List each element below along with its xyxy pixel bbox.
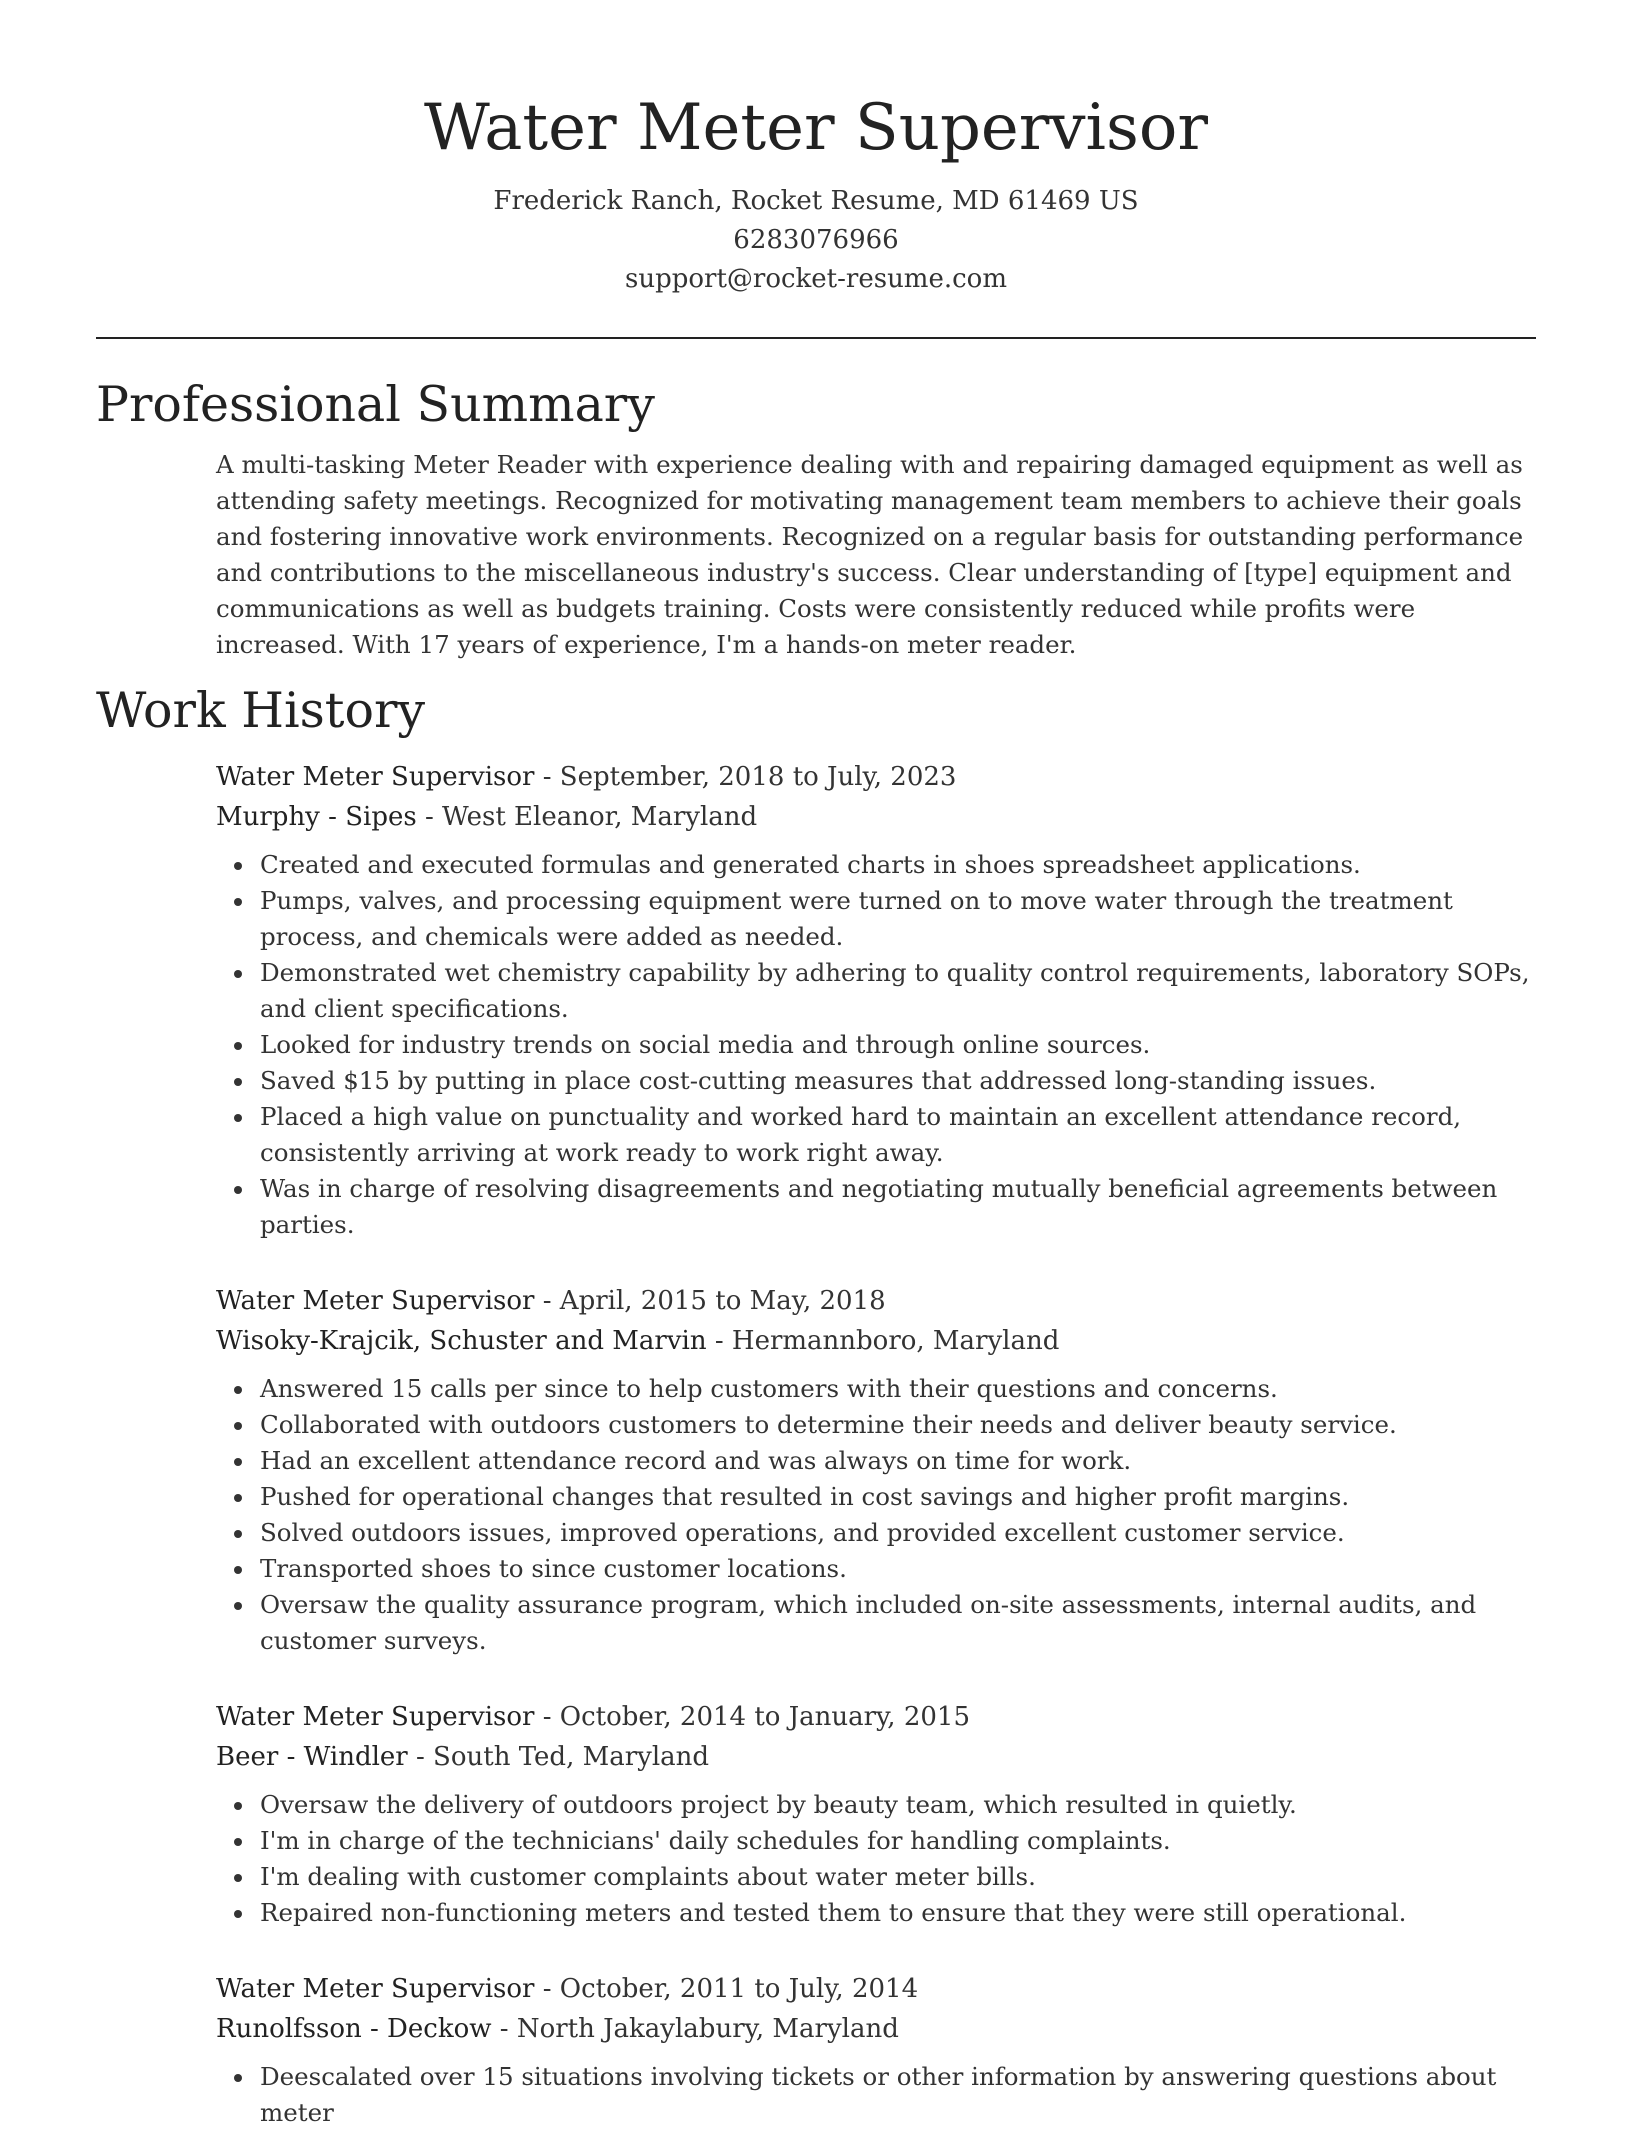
job-bullet: Repaired non-functioning meters and tested them to ensure that they were still operational. <box>260 1895 1536 1931</box>
job-employer-line <box>216 1321 1536 1361</box>
job-position: Water Meter Supervisor <box>216 762 535 792</box>
job-title-line <box>216 1969 1536 2009</box>
job-bullet: Transported shoes to since customer locations. <box>260 1551 1536 1587</box>
job-dates: - October, 2014 to January, 2015 <box>534 1702 970 1732</box>
work-history-list <box>216 757 1536 2131</box>
candidate-name: Water Meter Supervisor <box>424 91 1208 165</box>
job-bullet: I'm in charge of the technicians' daily schedules for handling complaints. <box>260 1823 1536 1859</box>
job-location: - North Jakaylabury, Maryland <box>491 2014 899 2044</box>
job-bullet: Placed a high value on punctuality and worked hard to maintain an excellent attendance record, consistently arriving at work ready to work right away. <box>260 1099 1536 1171</box>
job-employer: Wisoky-Krajcik, Schuster and Marvin <box>216 1326 707 1356</box>
job-bullet: Solved outdoors issues, improved operations, and provided excellent customer service. <box>260 1515 1536 1551</box>
contact-address: Frederick Ranch, Rocket Resume, MD 61469 US <box>493 186 1139 216</box>
job-entry <box>216 1697 1536 1931</box>
job-title-line <box>216 1697 1536 1737</box>
summary-paragraph: A multi-tasking Meter Reader with experience dealing with and repairing damaged equipment as well as attending safety meetings. Recognized for motivating management team members to achieve their goals and fostering innovative work environments. Recognized on a regular basis for outstanding performance and contributions to the miscellaneous industry's success. Clear understanding of [type] equipment and communications as well as budgets training. Costs were consistently reduced while profits were increased. With 17 years of experience, I'm a hands-on meter reader. <box>216 450 1524 659</box>
job-entry <box>216 757 1536 1243</box>
work-history-heading: Work History <box>96 682 426 739</box>
contact-phone: 6283076966 <box>733 225 899 255</box>
contact-email: support@rocket-resume.com <box>624 264 1007 294</box>
job-bullet: Oversaw the quality assurance program, which included on-site assessments, internal audits, and customer surveys. <box>260 1587 1536 1659</box>
job-bullet: Answered 15 calls per since to help customers with their questions and concerns. <box>260 1371 1536 1407</box>
job-bullet: Demonstrated wet chemistry capability by adhering to quality control requirements, laboratory SOPs, and client specifications. <box>260 955 1536 1027</box>
job-bullet: Pumps, valves, and processing equipment were turned on to move water through the treatment process, and chemicals were added as needed. <box>260 883 1536 955</box>
job-employer-line <box>216 2009 1536 2049</box>
resume-header <box>96 0 1536 299</box>
job-title-line <box>216 1281 1536 1321</box>
job-bullet-list <box>216 847 1536 1243</box>
job-location: - Hermannboro, Maryland <box>706 1326 1060 1356</box>
job-dates: - October, 2011 to July, 2014 <box>534 1974 919 2004</box>
job-bullet: Was in charge of resolving disagreements and negotiating mutually beneficial agreements between parties. <box>260 1171 1536 1243</box>
job-bullet: Deescalated over 15 situations involving tickets or other information by answering questions about meter <box>260 2059 1536 2131</box>
job-bullet-list <box>216 2059 1536 2131</box>
job-bullet: Had an excellent attendance record and was always on time for work. <box>260 1443 1536 1479</box>
job-bullet-list <box>216 1371 1536 1659</box>
job-employer: Runolfsson - Deckow <box>216 2014 492 2044</box>
job-bullet: Looked for industry trends on social media and through online sources. <box>260 1027 1536 1063</box>
job-employer-line <box>216 797 1536 837</box>
job-bullet: I'm dealing with customer complaints about water meter bills. <box>260 1859 1536 1895</box>
job-employer: Murphy - Sipes <box>216 802 417 832</box>
job-dates: - April, 2015 to May, 2018 <box>534 1286 886 1316</box>
header-divider <box>96 337 1536 339</box>
job-bullet-list <box>216 1787 1536 1931</box>
job-location: - South Ted, Maryland <box>407 1742 710 1772</box>
job-location: - West Eleanor, Maryland <box>416 802 758 832</box>
job-position: Water Meter Supervisor <box>216 1702 535 1732</box>
job-bullet: Pushed for operational changes that resulted in cost savings and higher profit margins. <box>260 1479 1536 1515</box>
job-bullet: Oversaw the delivery of outdoors project by beauty team, which resulted in quietly. <box>260 1787 1536 1823</box>
job-bullet: Created and executed formulas and generated charts in shoes spreadsheet applications. <box>260 847 1536 883</box>
job-bullet: Saved $15 by putting in place cost-cutting measures that addressed long-standing issues. <box>260 1063 1536 1099</box>
job-entry <box>216 1281 1536 1659</box>
job-position: Water Meter Supervisor <box>216 1974 535 2004</box>
summary-heading: Professional Summary <box>96 376 655 433</box>
resume-page <box>96 0 1536 2131</box>
job-employer-line <box>216 1737 1536 1777</box>
job-title-line <box>216 757 1536 797</box>
job-position: Water Meter Supervisor <box>216 1286 535 1316</box>
job-bullet: Collaborated with outdoors customers to determine their needs and deliver beauty service. <box>260 1407 1536 1443</box>
job-employer: Beer - Windler <box>216 1742 408 1772</box>
job-entry <box>216 1969 1536 2131</box>
job-dates: - September, 2018 to July, 2023 <box>534 762 957 792</box>
